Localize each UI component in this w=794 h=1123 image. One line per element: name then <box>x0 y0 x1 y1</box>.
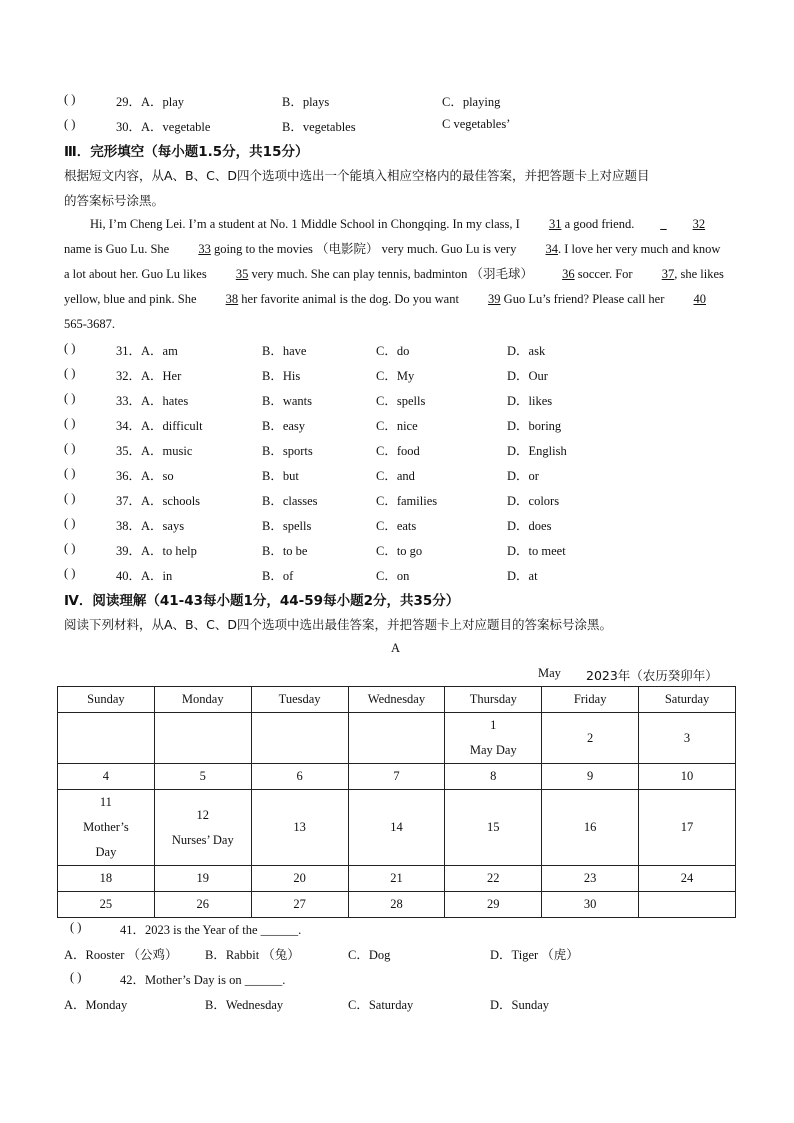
calendar-cell <box>58 713 155 764</box>
calendar-cell: 30 <box>542 892 639 918</box>
calendar-cell: 28 <box>348 892 445 918</box>
calendar-cell <box>348 713 445 764</box>
option-b: B．vegetables <box>282 120 356 134</box>
calendar-cell: 9 <box>542 764 639 790</box>
passage-label: A <box>391 641 401 655</box>
holiday-label: Mother’s <box>83 820 129 834</box>
answer-paren[interactable]: ( ) <box>70 920 82 934</box>
option-b: B．spells <box>262 519 312 533</box>
calendar-cell: 5 <box>154 764 251 790</box>
calendar-week-3 <box>58 790 736 866</box>
holiday-label: Nurses’ Day <box>171 832 234 847</box>
calendar-cell-mothers-day <box>58 790 155 866</box>
calendar-cell: 25 <box>58 892 155 918</box>
answer-paren[interactable]: ( ) <box>64 541 76 555</box>
passage-text: very much. She can play tennis, badminton （羽毛球） <box>248 267 537 281</box>
option-c: C．My <box>376 369 415 383</box>
section-3-instructions-line1: 根据短文内容，从A、B、C、D四个选项中选出一个能填入相应空格内的最佳答案，并把答题卡上对应题目 <box>64 168 650 183</box>
calendar-table <box>57 686 736 918</box>
answer-paren[interactable]: ( ) <box>64 391 76 405</box>
calendar-cell: 7 <box>348 764 445 790</box>
question-text: 42．Mother’s Day is on ______. <box>120 973 286 987</box>
calendar-cell: 24 <box>639 866 736 892</box>
passage-text: , she likes yellow, blue and pink. She <box>64 267 724 306</box>
day-header: Sunday <box>58 687 155 713</box>
option-b: B．to be <box>262 544 308 558</box>
calendar-cell: 23 <box>542 866 639 892</box>
calendar-cell: 10 <box>639 764 736 790</box>
option-a: A．Monday <box>64 998 128 1012</box>
calendar-week-2 <box>58 764 736 790</box>
blank-40[interactable]: 40 <box>693 292 707 306</box>
calendar-cell <box>639 892 736 918</box>
option-a: 33．A．hates <box>116 394 189 408</box>
option-a: 37．A．schools <box>116 494 201 508</box>
calendar-cell-nurses-day <box>154 790 251 866</box>
calendar-cell: 3 <box>639 713 736 764</box>
option-b: B．have <box>262 344 307 358</box>
calendar-cell: 2 <box>542 713 639 764</box>
section-4-title: Ⅳ．阅读理解（41-43每小题1分，44-59每小题2分，共35分） <box>64 593 460 609</box>
calendar-cell: 20 <box>251 866 348 892</box>
calendar-cell: 22 <box>445 866 542 892</box>
day-header: Tuesday <box>251 687 348 713</box>
option-c: C．Saturday <box>348 998 414 1012</box>
option-a: A．Rooster （公鸡） <box>64 948 178 962</box>
calendar-cell: 29 <box>445 892 542 918</box>
blank-33[interactable]: 33 <box>198 242 211 256</box>
calendar-week-5 <box>58 892 736 918</box>
answer-paren[interactable]: ( ) <box>64 441 76 455</box>
calendar-cell: 13 <box>251 790 348 866</box>
option-c: C．do <box>376 344 410 358</box>
calendar-week-4 <box>58 866 736 892</box>
calendar-cell: 16 <box>542 790 639 866</box>
option-b: B．of <box>262 569 294 583</box>
calendar-year: 2023年（农历癸卯年） <box>586 668 718 683</box>
question-text: 41．2023 is the Year of the ______. <box>120 923 302 937</box>
option-d: D．boring <box>507 419 562 433</box>
answer-paren[interactable]: ( ) <box>64 466 76 480</box>
passage-text: . I love her very much and know a lot about her. Guo Lu likes <box>64 242 721 281</box>
calendar-cell <box>154 713 251 764</box>
option-b: B．classes <box>262 494 318 508</box>
passage-text: going to the movies （电影院） very much. Guo Lu is very <box>210 242 520 256</box>
option-c: C．on <box>376 569 410 583</box>
option-b: B．Wednesday <box>205 998 284 1012</box>
option-d: D．English <box>507 444 567 458</box>
calendar-week-1 <box>58 713 736 764</box>
calendar-cell: 8 <box>445 764 542 790</box>
blank-35[interactable]: 35 <box>235 267 249 281</box>
blank-31[interactable]: 31 <box>548 217 562 231</box>
option-d: D．to meet <box>507 544 566 558</box>
option-b: B．His <box>262 369 301 383</box>
option-d: D．does <box>507 519 552 533</box>
calendar-cell-may-day <box>445 713 542 764</box>
calendar-header-row <box>58 687 736 713</box>
passage-text: soccer. For <box>574 267 636 281</box>
option-c: C vegetables’ <box>442 117 511 131</box>
calendar-cell: 6 <box>251 764 348 790</box>
option-a: 36．A．so <box>116 469 174 483</box>
calendar-cell: 14 <box>348 790 445 866</box>
calendar-cell: 21 <box>348 866 445 892</box>
option-c: C．Dog <box>348 948 391 962</box>
day-header: Friday <box>542 687 639 713</box>
option-d: D．Sunday <box>490 998 550 1012</box>
option-b: B．Rabbit （兔） <box>205 948 300 962</box>
answer-paren[interactable]: ( ) <box>64 117 76 131</box>
option-d: D．colors <box>507 494 560 508</box>
answer-paren[interactable]: ( ) <box>64 92 76 106</box>
blank-38[interactable]: 38 <box>225 292 239 306</box>
date-number: 12 <box>196 807 210 822</box>
option-a: 39．A．to help <box>116 544 197 558</box>
date-number: 1 <box>490 718 497 732</box>
calendar-cell <box>251 713 348 764</box>
option-a: 32．A．Her <box>116 369 182 383</box>
blank-39[interactable]: 39 <box>488 292 501 306</box>
calendar-cell: 27 <box>251 892 348 918</box>
option-a: 35．A．music <box>116 444 193 458</box>
option-c: C．and <box>376 469 415 483</box>
holiday-label: Day <box>95 845 117 859</box>
option-b: B．wants <box>262 394 313 408</box>
day-header: Monday <box>154 687 251 713</box>
option-a: 31．A．am <box>116 344 178 358</box>
answer-paren[interactable]: ( ) <box>64 566 76 580</box>
option-b: B．but <box>262 469 299 483</box>
option-d: D．likes <box>507 394 553 408</box>
day-header: Thursday <box>445 687 542 713</box>
passage-text: 565-3687. <box>64 317 116 331</box>
calendar-cell: 19 <box>154 866 251 892</box>
section-4-instructions: 阅读下列材料，从A、B、C、D四个选项中选出最佳答案，并把答题卡上对应题目的答案标号涂黑。 <box>64 617 612 632</box>
section-3-title: Ⅲ．完形填空（每小题1.5分，共15分） <box>64 144 309 160</box>
holiday-label: May Day <box>469 743 517 757</box>
option-a: 34．A．difficult <box>116 419 203 433</box>
option-c: C．nice <box>376 419 418 433</box>
passage-text: Hi, I’m Cheng Lei. I’m a student at No. 1 Middle School in Chongqing. In my class, I <box>90 217 523 231</box>
option-c: C．food <box>376 444 420 458</box>
blank-32-lead: _ <box>660 217 667 231</box>
calendar-cell: 4 <box>58 764 155 790</box>
calendar-month: May <box>538 666 561 680</box>
day-header: Saturday <box>639 687 736 713</box>
option-a: 40．A．in <box>116 569 173 583</box>
option-b: B．sports <box>262 444 313 458</box>
option-c: C．playing <box>442 95 501 109</box>
date-number: 11 <box>99 795 112 809</box>
option-c: C．to go <box>376 544 423 558</box>
calendar-cell: 15 <box>445 790 542 866</box>
option-c: C．spells <box>376 394 426 408</box>
answer-paren[interactable]: ( ) <box>64 366 76 380</box>
option-d: D．Our <box>507 369 548 383</box>
option-b: B．plays <box>282 95 330 109</box>
option-a: 29．A．play <box>116 95 185 109</box>
answer-paren[interactable]: ( ) <box>70 970 82 984</box>
option-a: 38．A．says <box>116 519 185 533</box>
passage-text: Guo Lu’s friend? Please call her <box>500 292 668 306</box>
option-a: 30．A．vegetable <box>116 120 211 134</box>
option-b: B．easy <box>262 419 306 433</box>
answer-paren[interactable]: ( ) <box>64 491 76 505</box>
passage-text: name is Guo Lu. She <box>64 242 173 256</box>
option-d: D．ask <box>507 344 546 358</box>
blank-34[interactable]: 34 <box>545 242 558 256</box>
answer-paren[interactable]: ( ) <box>64 516 76 530</box>
passage-text: a good friend. <box>561 217 635 231</box>
calendar-cell: 17 <box>639 790 736 866</box>
option-d: D．or <box>507 469 539 483</box>
blank-37[interactable]: 37 <box>661 267 675 281</box>
blank-36[interactable]: 36 <box>562 267 575 281</box>
calendar-cell: 26 <box>154 892 251 918</box>
option-c: C．eats <box>376 519 417 533</box>
calendar-cell: 18 <box>58 866 155 892</box>
cloze-passage <box>64 212 724 337</box>
option-d: D．at <box>507 569 538 583</box>
passage-text: her favorite animal is the dog. Do you want <box>238 292 463 306</box>
day-header: Wednesday <box>348 687 445 713</box>
answer-paren[interactable]: ( ) <box>64 341 76 355</box>
option-c: C．families <box>376 494 438 508</box>
answer-paren[interactable]: ( ) <box>64 416 76 430</box>
option-d: D．Tiger （虎） <box>490 948 579 962</box>
section-3-instructions-line2: 的答案标号涂黑。 <box>64 193 165 208</box>
blank-32[interactable]: 32 <box>692 217 706 231</box>
